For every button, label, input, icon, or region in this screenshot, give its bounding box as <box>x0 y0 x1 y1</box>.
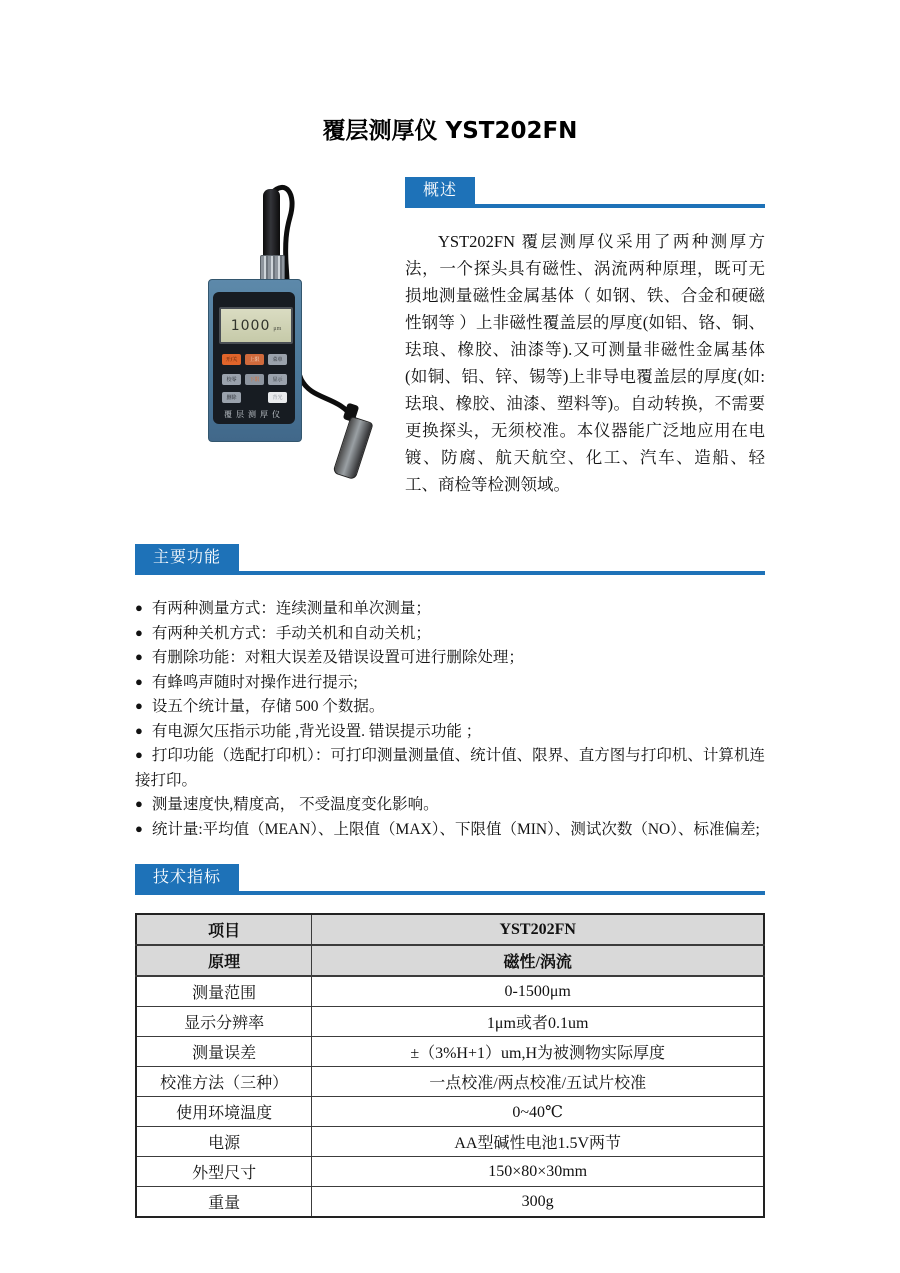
spec-value: AA型碱性电池1.5V两节 <box>312 1127 764 1157</box>
specs-table <box>135 913 765 1218</box>
bullet-icon: ● <box>135 747 143 762</box>
bullet-icon: ● <box>135 600 143 615</box>
list-item <box>135 646 765 671</box>
delete-button: 删除 <box>222 392 241 403</box>
spec-value: YST202FN <box>312 914 764 945</box>
table-row <box>136 945 764 976</box>
spec-label: 项目 <box>136 914 312 945</box>
list-item <box>135 622 765 647</box>
features-list <box>135 597 765 842</box>
feature-text: 有蜂鸣声随时对操作进行提示; <box>151 673 358 691</box>
specs-heading-rule <box>135 864 765 895</box>
bullet-icon: ● <box>135 796 143 811</box>
page-title: 覆层测厚仪 YST202FN <box>322 118 578 144</box>
backlight-button: 背光 <box>268 392 287 403</box>
feature-text: 有两种关机方式：手动关机和自动关机； <box>151 624 431 642</box>
list-item <box>135 818 765 843</box>
table-row <box>136 1067 764 1097</box>
table-row <box>136 1007 764 1037</box>
list-item <box>135 671 765 696</box>
device-front-label: 覆层测厚仪 <box>224 410 284 419</box>
feature-text: 有两种测量方式：连续测量和单次测量； <box>151 600 431 617</box>
spec-value: 0~40℃ <box>312 1097 764 1127</box>
feature-text: 测量速度快,精度高， 不受温度变化影响。 <box>151 796 439 813</box>
overview-section <box>405 177 765 498</box>
lcd-display <box>219 307 293 344</box>
spec-label: 测量误差 <box>136 1037 312 1067</box>
overview-paragraph: YST202FN 覆层测厚仪采用了两种测厚方法，一个探头具有磁性、涡流两种原理，既可无损地测量磁性金属基体（ 如钢、铁、合金和硬磁性钢等 ）上非磁性覆盖层的厚度(如铝、铬、铜、珐琅、橡胶、油漆等).又可测量非磁性金属基体(如铜、铝、锌、锡等)上非导电覆盖层的厚度(如:珐琅、橡胶、油漆、塑料等)。自动转换，不需要更换探头，无须校准。本仪器能广泛地应用在电镀、防腐、航天航空、化工、汽车、造船、轻工、商检等检测领域。 <box>405 232 765 494</box>
spec-value: 1μm或者0.1um <box>312 1007 764 1037</box>
table-row <box>136 1187 764 1218</box>
table-row <box>136 914 764 945</box>
bullet-icon: ● <box>135 649 143 664</box>
spec-value: 300g <box>312 1187 764 1218</box>
spec-label: 外型尺寸 <box>136 1157 312 1187</box>
table-row <box>136 1157 764 1187</box>
display-button: 显示 <box>268 374 287 385</box>
spec-value: 0-1500μm <box>312 976 764 1007</box>
spec-label: 测量范围 <box>136 976 312 1007</box>
table-row <box>136 1037 764 1067</box>
feature-text: 设五个统计量，存储 500 个数据。 <box>151 698 385 715</box>
feature-text: 有删除功能：对粗大误差及错误设置可进行删除处理； <box>151 649 524 666</box>
menu-button: 菜单 <box>268 354 287 365</box>
features-section <box>135 544 765 842</box>
list-item <box>135 793 765 818</box>
specs-heading: 技术指标 <box>135 864 239 891</box>
lcd-unit: μm <box>273 325 282 332</box>
zero-button: 校零 <box>222 374 241 385</box>
spec-value: 150×80×30mm <box>312 1157 764 1187</box>
bullet-icon: ● <box>135 673 143 689</box>
list-item <box>135 744 765 793</box>
table-row <box>136 1127 764 1157</box>
features-heading: 主要功能 <box>135 544 239 571</box>
device-photo <box>135 177 405 489</box>
spec-value: 一点校准/两点校准/五试片校准 <box>312 1067 764 1097</box>
bullet-icon: ● <box>135 698 143 713</box>
table-row <box>136 976 764 1007</box>
list-item <box>135 597 765 622</box>
overview-heading: 概述 <box>405 177 475 204</box>
spec-value: 磁性/涡流 <box>312 945 764 976</box>
connector-plug <box>263 189 280 257</box>
feature-text: 有电源欠压指示功能 ,背光设置. 错误提示功能 ； <box>151 722 482 740</box>
lower-limit-button: 下限 <box>245 374 264 385</box>
top-row <box>135 177 765 498</box>
specs-section <box>135 864 765 1218</box>
power-button: 开/关 <box>222 354 241 365</box>
feature-text: 统计量:平均值（MEAN）、上限值（MAX）、下限值（MIN）、测试次数（NO）、标准偏差; <box>151 820 760 838</box>
spec-label: 电源 <box>136 1127 312 1157</box>
spec-label: 重量 <box>136 1187 312 1218</box>
spec-label: 校准方法（三种） <box>136 1067 312 1097</box>
table-row <box>136 1097 764 1127</box>
upper-limit-button: 上限 <box>245 354 264 365</box>
bullet-icon: ● <box>135 722 143 738</box>
features-heading-rule <box>135 544 765 575</box>
spec-value: ±（3%H+1）um,H为被测物实际厚度 <box>312 1037 764 1067</box>
spec-label: 使用环境温度 <box>136 1097 312 1127</box>
list-item <box>135 695 765 720</box>
spec-label: 原理 <box>136 945 312 976</box>
bullet-icon: ● <box>135 624 143 640</box>
lcd-value: 1000 <box>230 317 271 334</box>
feature-text: 打印功能（选配打印机）：可打印测量测量值、统计值、限界、直方图与打印机、计算机连接打印。 <box>135 747 765 789</box>
list-item <box>135 720 765 745</box>
overview-heading-rule <box>405 177 765 208</box>
spec-label: 显示分辨率 <box>136 1007 312 1037</box>
bullet-icon: ● <box>135 820 143 836</box>
